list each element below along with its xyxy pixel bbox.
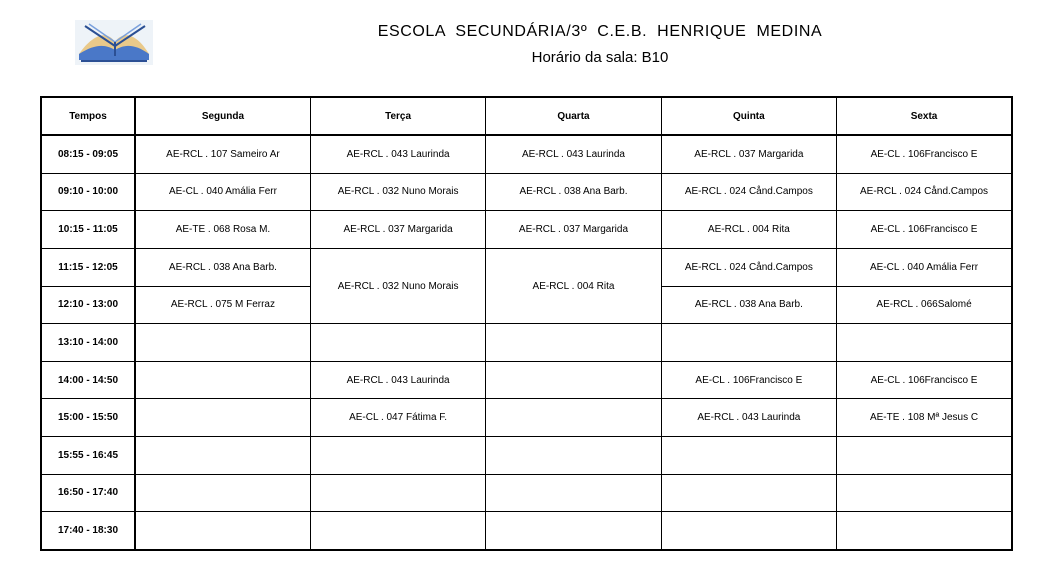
column-header-quinta: Quinta xyxy=(661,97,836,135)
table-cell: AE-RCL . 024 Cånd.Campos xyxy=(837,173,1012,211)
table-cell: AE-RCL . 038 Ana Barb. xyxy=(661,286,836,324)
table-row xyxy=(41,324,1012,362)
time-slot: 11:15 - 12:05 xyxy=(41,248,135,286)
table-cell xyxy=(135,399,310,437)
table-cell xyxy=(837,437,1012,475)
table-cell: AE-RCL . 032 Nuno Morais xyxy=(310,173,485,211)
table-cell: AE-RCL . 038 Ana Barb. xyxy=(486,173,661,211)
table-cell xyxy=(661,324,836,362)
table-cell-merged: AE-RCL . 004 Rita xyxy=(486,248,661,323)
table-cell xyxy=(661,512,836,550)
table-cell-merged: AE-RCL . 032 Nuno Morais xyxy=(310,248,485,323)
table-row xyxy=(41,399,1012,437)
table-cell xyxy=(135,437,310,475)
time-slot: 15:55 - 16:45 xyxy=(41,437,135,475)
table-cell: AE-RCL . 043 Laurinda xyxy=(310,135,485,173)
table-cell: AE-RCL . 037 Margarida xyxy=(310,211,485,249)
table-cell xyxy=(486,399,661,437)
time-slot: 15:00 - 15:50 xyxy=(41,399,135,437)
table-cell: AE-CL . 106Francisco E xyxy=(837,211,1012,249)
schedule-table xyxy=(40,96,1013,551)
table-cell: AE-RCL . 038 Ana Barb. xyxy=(135,248,310,286)
table-row xyxy=(41,211,1012,249)
table-cell xyxy=(486,474,661,512)
table-cell xyxy=(486,512,661,550)
table-cell xyxy=(310,512,485,550)
table-row xyxy=(41,437,1012,475)
time-slot: 16:50 - 17:40 xyxy=(41,474,135,512)
column-header-quarta: Quarta xyxy=(486,97,661,135)
table-cell: AE-RCL . 043 Laurinda xyxy=(661,399,836,437)
column-header-sexta: Sexta xyxy=(837,97,1012,135)
table-cell xyxy=(661,474,836,512)
table-cell xyxy=(310,474,485,512)
table-cell: AE-RCL . 037 Margarida xyxy=(661,135,836,173)
school-logo xyxy=(75,20,153,65)
table-cell: AE-CL . 106Francisco E xyxy=(837,135,1012,173)
time-slot: 14:00 - 14:50 xyxy=(41,361,135,399)
table-row xyxy=(41,248,1012,286)
table-cell: AE-RCL . 043 Laurinda xyxy=(486,135,661,173)
table-cell xyxy=(837,512,1012,550)
table-cell: AE-RCL . 043 Laurinda xyxy=(310,361,485,399)
table-cell: AE-TE . 108 Mª Jesus C xyxy=(837,399,1012,437)
table-cell: AE-RCL . 066Salomé xyxy=(837,286,1012,324)
table-cell: AE-RCL . 024 Cånd.Campos xyxy=(661,173,836,211)
table-cell xyxy=(837,324,1012,362)
table-cell xyxy=(661,437,836,475)
table-cell: AE-CL . 047 Fátima F. xyxy=(310,399,485,437)
table-cell xyxy=(310,437,485,475)
table-cell xyxy=(486,324,661,362)
table-cell xyxy=(135,474,310,512)
table-row xyxy=(41,173,1012,211)
header-row xyxy=(41,97,1012,135)
page-subtitle: Horário da sala: B10 xyxy=(531,49,669,66)
table-cell: AE-RCL . 107 Sameiro Ar xyxy=(135,135,310,173)
table-cell xyxy=(135,361,310,399)
table-cell xyxy=(135,512,310,550)
table-cell xyxy=(135,324,310,362)
table-row xyxy=(41,474,1012,512)
table-row xyxy=(41,512,1012,550)
time-slot: 09:10 - 10:00 xyxy=(41,173,135,211)
table-cell: AE-CL . 106Francisco E xyxy=(661,361,836,399)
column-header-segunda: Segunda xyxy=(135,97,310,135)
page-title: ESCOLA SECUNDÁRIA/3º C.E.B. HENRIQUE MEDINA xyxy=(377,23,823,40)
column-header-tempos: Tempos xyxy=(41,97,135,135)
table-row xyxy=(41,361,1012,399)
table-cell: AE-RCL . 004 Rita xyxy=(661,211,836,249)
table-cell xyxy=(837,474,1012,512)
table-cell: AE-CL . 040 Amália Ferr xyxy=(135,173,310,211)
table-cell: AE-RCL . 075 M Ferraz xyxy=(135,286,310,324)
table-cell: AE-CL . 040 Amália Ferr xyxy=(837,248,1012,286)
table-cell: AE-TE . 068 Rosa M. xyxy=(135,211,310,249)
time-slot: 10:15 - 11:05 xyxy=(41,211,135,249)
table-cell: AE-RCL . 024 Cånd.Campos xyxy=(661,248,836,286)
time-slot: 17:40 - 18:30 xyxy=(41,512,135,550)
column-header-terca: Terça xyxy=(310,97,485,135)
time-slot: 13:10 - 14:00 xyxy=(41,324,135,362)
table-cell: AE-RCL . 037 Margarida xyxy=(486,211,661,249)
table-cell xyxy=(310,324,485,362)
table-cell: AE-CL . 106Francisco E xyxy=(837,361,1012,399)
time-slot: 08:15 - 09:05 xyxy=(41,135,135,173)
time-slot: 12:10 - 13:00 xyxy=(41,286,135,324)
table-row xyxy=(41,135,1012,173)
table-cell xyxy=(486,437,661,475)
table-cell xyxy=(486,361,661,399)
